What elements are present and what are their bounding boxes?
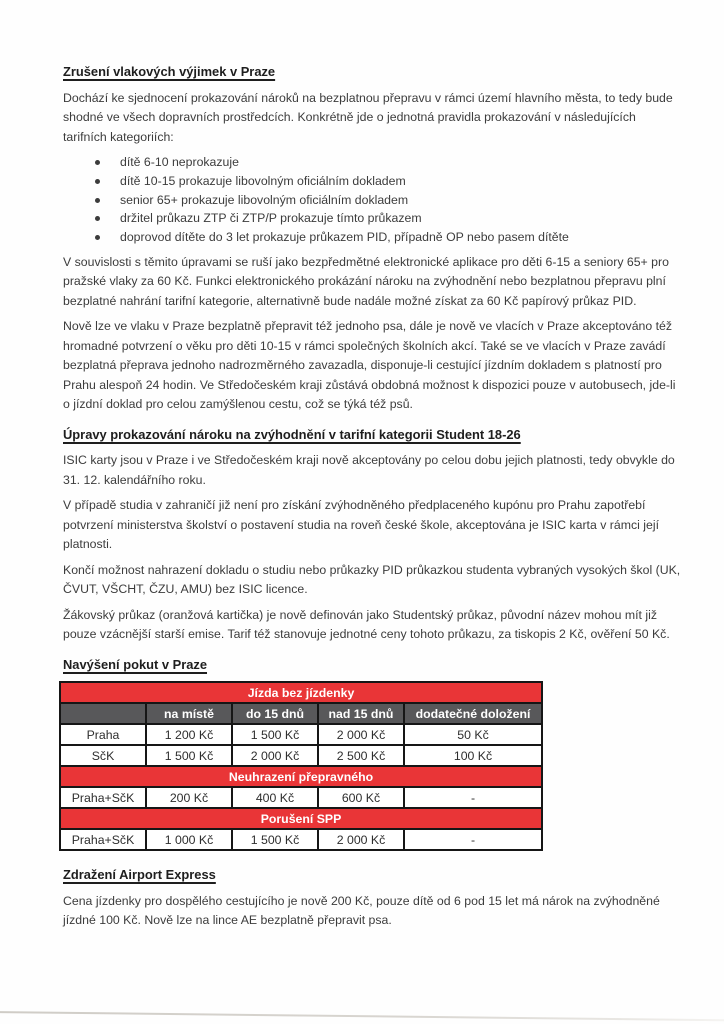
text-line: Končí možnost nahrazení dokladu o studiu nebo průkazky PID průkazkou studenta vybraných vysokých škol (UK,: [63, 562, 681, 577]
paragraph: [63, 253, 695, 312]
text-line: Nově lze ve vlaku v Praze bezplatně přepravit též jednoho psa, dále je nově ve vlacích v Praze akceptováno též: [63, 319, 673, 334]
table-cell: 400 Kč: [232, 787, 318, 808]
paragraph: [63, 561, 695, 600]
text-line: ISIC karty jsou v Praze i ve Středočeském kraji nově akceptovány po celou dobu jejich platnosti, tedy obvykle do: [63, 453, 675, 468]
section-train-exemptions: [63, 62, 695, 415]
table-band-unpaid: Neuhrazení přepravného: [60, 766, 542, 787]
column-header: dodatečné doložení: [404, 703, 542, 724]
table-cell: 600 Kč: [318, 787, 404, 808]
section-airport-express: [63, 865, 695, 931]
table-cell: 2 000 Kč: [232, 745, 318, 766]
text-line: 31. 12. kalendářního roku.: [63, 472, 206, 487]
table-cell: -: [404, 829, 542, 850]
text-line: Cena jízdenky pro dospělého cestujícího je nově 200 Kč, pouze dítě od 6 pod 15 let má nárok na zvýhodněné: [63, 893, 660, 908]
text-line: tarifních kategoriích:: [63, 129, 174, 144]
section-heading-student: Úpravy prokazování nároku na zvýhodnění v tarifní kategorii Student 18-26: [63, 426, 521, 442]
text-line: shodné ve všech dopravních prostředcích. Konkrétně jde o jednotná pravidla prokazování v následujících: [63, 110, 636, 124]
text-line: potvrzení ministerstva školství o postavení studia na roveň české škole, akceptována je ISIC karta v rámci její: [63, 517, 659, 532]
paragraph: [63, 317, 695, 415]
table-band-row: [60, 766, 542, 787]
row-label: Praha+SčK: [60, 787, 146, 808]
section-heading-train-exemptions: Zrušení vlakových výjimek v Praze: [63, 64, 276, 79]
text-line: Dochází ke sjednocení prokazování nároků na bezplatnou přepravu v rámci území hlavního města, to tedy bude: [63, 90, 673, 105]
section-heading-airport-express: Zdražení Airport Express: [63, 867, 216, 883]
bullet-item: dítě 6-10 neprokazuje: [120, 153, 695, 172]
text-line: V případě studia v zahraničí již není pro získání zvýhodněného předplaceného kupónu pro Prahu zapotřebí: [63, 498, 646, 513]
bullet-item: senior 65+ prokazuje libovolným oficiálním dokladem: [120, 191, 695, 210]
text-line: V souvislosti s těmito úpravami se ruší jako bezpředmětné elektronické aplikace pro děti 6-15 a seniory 65+ pro: [63, 254, 669, 269]
paragraph: [63, 451, 695, 490]
text-line: pouze vzácnější starší emise. Tarif též stanovuje jednotné ceny tohoto průkazu, za tiskopis 2 Kč, ověření 50 Kč.: [63, 627, 670, 642]
paragraph: [63, 606, 695, 645]
text-line: bezplatné nahrání tarifní kategorie, alternativně bude nadále možné získat za 60 Kč papírový průkaz PID.: [63, 293, 637, 308]
column-header-empty: [60, 703, 146, 724]
table-cell: 1 000 Kč: [146, 829, 232, 850]
paragraph: [63, 89, 695, 148]
table-cell: -: [404, 787, 542, 808]
table-band-no-ticket: Jízda bez jízdenky: [60, 682, 542, 703]
table-cell: 1 500 Kč: [232, 724, 318, 745]
table-cell: 1 500 Kč: [232, 829, 318, 850]
bullet-list: [63, 153, 695, 247]
table-cell: 2 000 Kč: [318, 724, 404, 745]
section-heading-fines: Navýšení pokut v Praze: [63, 656, 208, 672]
text-line: bezplatná přeprava jednoho nadrozměrného zavazadla, disponuje-li cestující jízdním dokladem s platností pro: [63, 358, 662, 373]
fines-table: [59, 681, 543, 851]
table-column-header-row: [60, 703, 542, 724]
text-line: hromadné potvrzení o věku pro děti 10-15 v rámci společných školních akcí. Také se ve vlacích v Praze zavádí: [63, 338, 666, 353]
text-line: jízdné 100 Kč. Nově lze na lince AE bezplatně přepravit psa.: [63, 913, 392, 928]
text-line: pražské vlaky za 60 Kč. Funkci elektronického prokázání nároku na zvýhodnění nebo bezplatnou přepravu plní: [63, 274, 666, 289]
table-cell: 50 Kč: [404, 724, 542, 745]
bullet-item: dítě 10-15 prokazuje libovolným oficiálním dokladem: [120, 172, 695, 191]
bullet-item: doprovod dítěte do 3 let prokazuje průkazem PID, případně OP nebo pasem dítěte: [120, 228, 695, 247]
column-header: do 15 dnů: [232, 703, 318, 724]
table-row-praha: [60, 724, 542, 745]
table-cell: 200 Kč: [146, 787, 232, 808]
paragraph: [63, 892, 695, 931]
row-label: Praha+SčK: [60, 829, 146, 850]
bullet-item: držitel průkazu ZTP či ZTP/P prokazuje tímto průkazem: [120, 209, 695, 228]
table-row-sck: [60, 745, 542, 766]
table-band-row: [60, 808, 542, 829]
scan-page-edge-line: [0, 1011, 724, 1021]
text-line: platnosti.: [63, 537, 113, 552]
table-cell: 2 500 Kč: [318, 745, 404, 766]
column-header: na místě: [146, 703, 232, 724]
table-band-row: [60, 682, 542, 703]
text-line: ČVUT, VŠCHT, ČZU, AMU) bez ISIC licence.: [63, 582, 308, 597]
table-cell: 1 200 Kč: [146, 724, 232, 745]
table-row-unpaid: [60, 787, 542, 808]
table-cell: 100 Kč: [404, 745, 542, 766]
table-cell: 2 000 Kč: [318, 829, 404, 850]
document-content: [63, 62, 695, 937]
text-line: Žákovský průkaz (oranžová kartička) je nově definován jako Studentský průkaz, původní název mohou mít již: [63, 607, 657, 622]
section-fines-increase: [63, 655, 695, 852]
table-cell: 1 500 Kč: [146, 745, 232, 766]
text-line: o jízdní doklad pro celou zamýšlenou cestu, což se týká též psů.: [63, 397, 413, 412]
row-label: SčK: [60, 745, 146, 766]
row-label: Praha: [60, 724, 146, 745]
column-header: nad 15 dnů: [318, 703, 404, 724]
table-row-spp: [60, 829, 542, 850]
text-line: Prahu alespoň 24 hodin. Ve Středočeském kraji zůstává obdobná možnost k dispozici pouze v autobusech, jde-li: [63, 377, 676, 392]
section-student-18-26: [63, 425, 695, 645]
paragraph: [63, 496, 695, 555]
table-band-spp: Porušení SPP: [60, 808, 542, 829]
